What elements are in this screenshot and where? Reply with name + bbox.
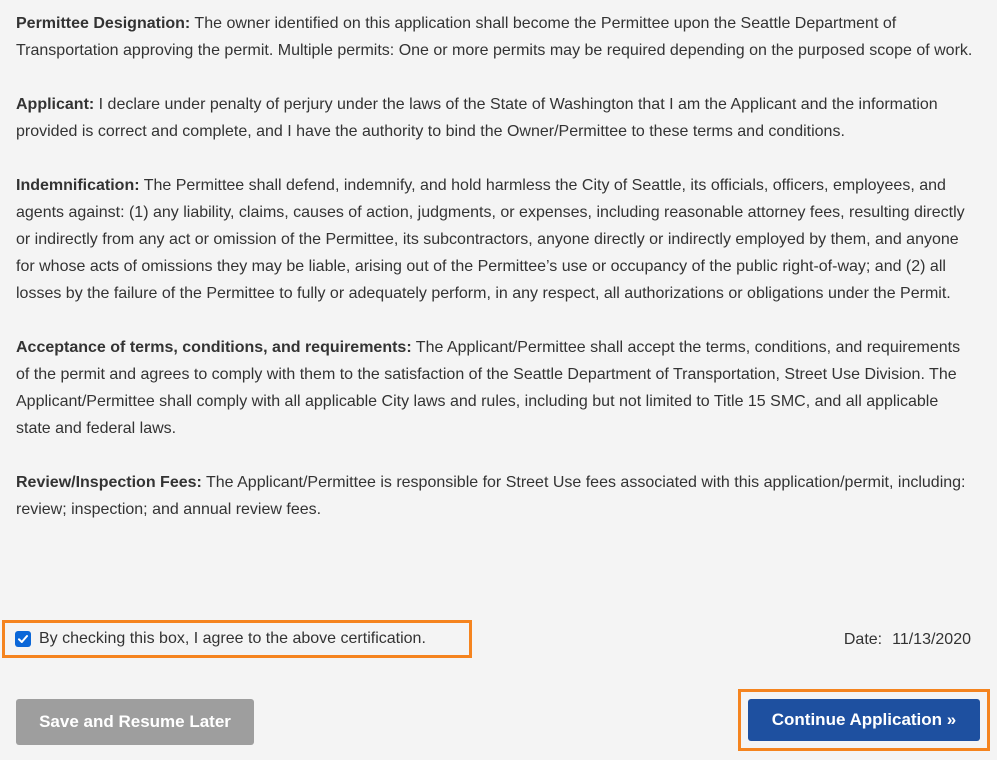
certification-checkbox[interactable]: [15, 631, 31, 647]
certification-label[interactable]: By checking this box, I agree to the above certification.: [39, 630, 426, 647]
certification-row: [2, 620, 979, 664]
section-text: I declare under penalty of perjury under the laws of the State of Washington that I am the Applicant and the information provided is correct and complete, and I have the authority to bind the Owner/Permittee to these terms and conditions.: [16, 96, 938, 140]
certification-terms: [16, 10, 974, 550]
applicant-section: [16, 91, 974, 145]
section-text: The owner identified on this application shall become the Permittee upon the Seattle Department of Transportation approving the permit. Multiple permits: One or more permits may be required depending on the purposed scope of work.: [16, 15, 973, 59]
section-heading: Permittee Designation:: [16, 15, 191, 32]
permittee-designation-section: [16, 10, 974, 64]
save-and-resume-button[interactable]: Save and Resume Later: [16, 699, 254, 745]
review-fees-section: [16, 469, 974, 523]
section-text: The Permittee shall defend, indemnify, and hold harmless the City of Seattle, its officials, officers, employees, and agents against: (1) any liability, claims, causes of action, judgments, or expenses, including reasonable attorney fees, resulting directly or indirectly from any act or omission of the Permittee, its subcontractors, anyone directly or indirectly employed by them, and anyone for whose acts of omissions they may be liable, arising out of the Permittee’s use or occupancy of the public right-of-way; and (2) all losses by the failure of the Permittee to fully or adequately perform, in any respect, all authorizations or obligations under the Permit.: [16, 177, 965, 302]
certification-checkbox-highlight[interactable]: [2, 620, 472, 658]
checkmark-icon: [17, 633, 29, 645]
section-heading: Acceptance of terms, conditions, and requirements:: [16, 339, 412, 356]
acceptance-section: [16, 334, 974, 442]
section-heading: Review/Inspection Fees:: [16, 474, 202, 491]
date-display: [844, 631, 971, 649]
section-heading: Indemnification:: [16, 177, 140, 194]
section-heading: Applicant:: [16, 96, 95, 113]
section-text: The Applicant/Permittee shall accept the terms, conditions, and requirements of the permit and agrees to comply with them to the satisfaction of the Seattle Department of Transportation, Street Use Division. The Applicant/Permittee shall comply with all applicable City laws and rules, including but not limited to Title 15 SMC, and all applicable state and federal laws.: [16, 339, 961, 437]
date-label: Date:: [843, 631, 883, 648]
indemnification-section: [16, 172, 974, 307]
date-value: 11/13/2020: [892, 631, 971, 648]
continue-button-highlight: [738, 689, 990, 751]
section-text: The Applicant/Permittee is responsible for Street Use fees associated with this application/permit, including: review; inspection; and annual review fees.: [16, 474, 966, 518]
continue-application-button[interactable]: Continue Application »: [748, 699, 980, 741]
